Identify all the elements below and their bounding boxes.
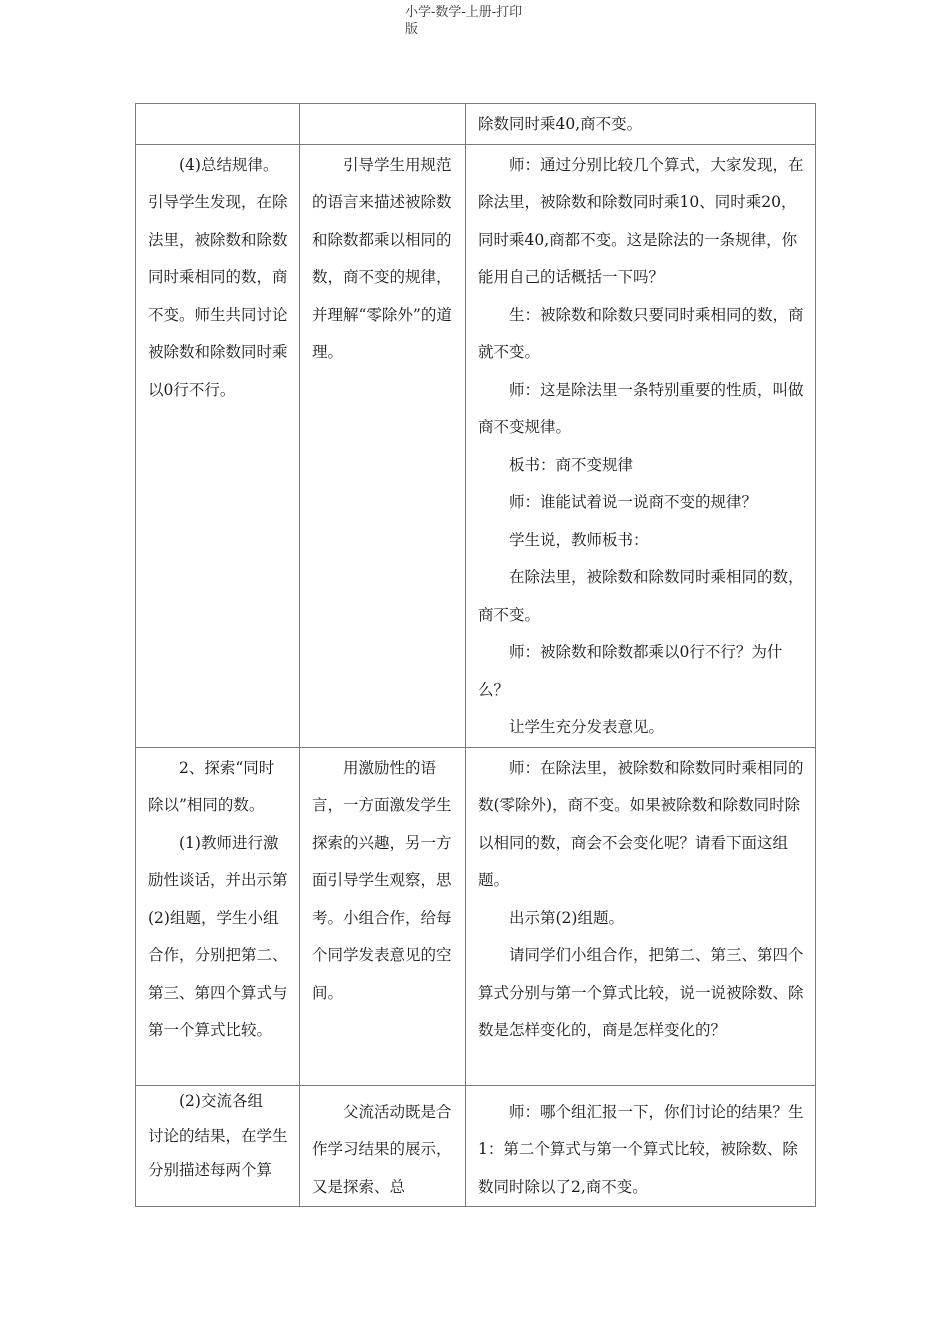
paragraph: 师：谁能试着说一说商不变的规律？ [509, 493, 758, 511]
paragraph: 生：被除数和除数只要同时乘相同的数，商就不变。 [478, 305, 804, 361]
activity-cell [136, 104, 300, 145]
lesson-plan-table [135, 103, 816, 1207]
paragraph: (2)交流各组 [179, 1091, 263, 1110]
table-row [136, 1085, 816, 1207]
paragraph: 板书：商不变规律 [509, 455, 634, 474]
process-cell [466, 144, 816, 747]
intent-cell [300, 1085, 466, 1207]
paragraph: 师：在除法里，被除数和除数同时乘相同的数(零除外)，商不变。如果被除数和除数同时除以相同的数，商会不会变化呢？请看下面这组题。 [478, 758, 804, 889]
process-cell [466, 1085, 816, 1207]
paragraph: 出示第(2)组题。 [509, 908, 624, 927]
activity-cell [136, 1085, 300, 1207]
process-cell [466, 747, 816, 1085]
activity-cell [136, 747, 300, 1085]
paragraph: 在除法里，被除数和除数同时乘相同的数，商不变。 [478, 568, 804, 624]
table-row [136, 104, 816, 145]
table-row [136, 144, 816, 747]
paragraph: 请同学们小组合作，把第二、第三、第四个算式分别与第一个算式比较，说一说被除数、除数是怎样变化的，商是怎样变化的？ [478, 946, 804, 1039]
intent-cell [300, 144, 466, 747]
paragraph: 讨论的结果，在学生 [148, 1126, 288, 1145]
process-cell [466, 104, 816, 145]
activity-cell [136, 144, 300, 747]
paragraph: 2、探索“同时除以”相同的数。 [148, 758, 275, 814]
intent-cell [300, 104, 466, 145]
paragraph: 师：通过分别比较几个算式，大家发现，在除法里，被除数和除数同时乘10、同时乘20，同时乘40,商都不变。这是除法的一条规律，你能用自己的话概括一下吗？ [478, 155, 804, 286]
paragraph: 学生说，教师板书： [509, 530, 649, 549]
paragraph: 师：哪个组汇报一下，你们讨论的结果？生1：第二个算式与第一个算式比较，被除数、除数同时除以了2,商不变。 [478, 1102, 804, 1196]
paragraph: (1)教师进行激励性谈话，并出示第(2)组题，学生小组合作，分别把第二、第三、第四个算式与第一个算式比较。 [148, 833, 288, 1039]
paragraph: 师：这是除法里一条特别重要的性质，叫做商不变规律。 [478, 380, 804, 436]
paragraph: 分别描述每两个算 [148, 1160, 273, 1179]
header-line-2: 版 [405, 22, 419, 37]
paragraph: 父流活动既是合作学习结果的展示，又是探索、总 [312, 1102, 452, 1196]
paragraph: 除数同时乘40,商不变。 [478, 115, 643, 133]
header-line-1: 小学-数学-上册-打印 [405, 5, 523, 20]
paragraph: 让学生充分发表意见。 [509, 718, 665, 736]
page-header [405, 4, 545, 38]
table-row [136, 747, 816, 1085]
intent-cell [300, 747, 466, 1085]
paragraph: 师：被除数和除数都乘以0行不行？为什么？ [478, 643, 783, 699]
paragraph: 用激励性的语言，一方面激发学生探索的兴趣，另一方面引导学生观察，思考。小组合作，给每个同学发表意见的空间。 [312, 758, 452, 1002]
paragraph: (4)总结规律。引导学生发现，在除法里，被除数和除数同时乘相同的数，商不变。师生共同讨论被除数和除数同时乘以0行不行。 [148, 155, 288, 399]
paragraph: 引导学生用规范的语言来描述被除数和除数都乘以相同的数，商不变的规律，并理解“零除外”的道理。 [312, 155, 452, 361]
